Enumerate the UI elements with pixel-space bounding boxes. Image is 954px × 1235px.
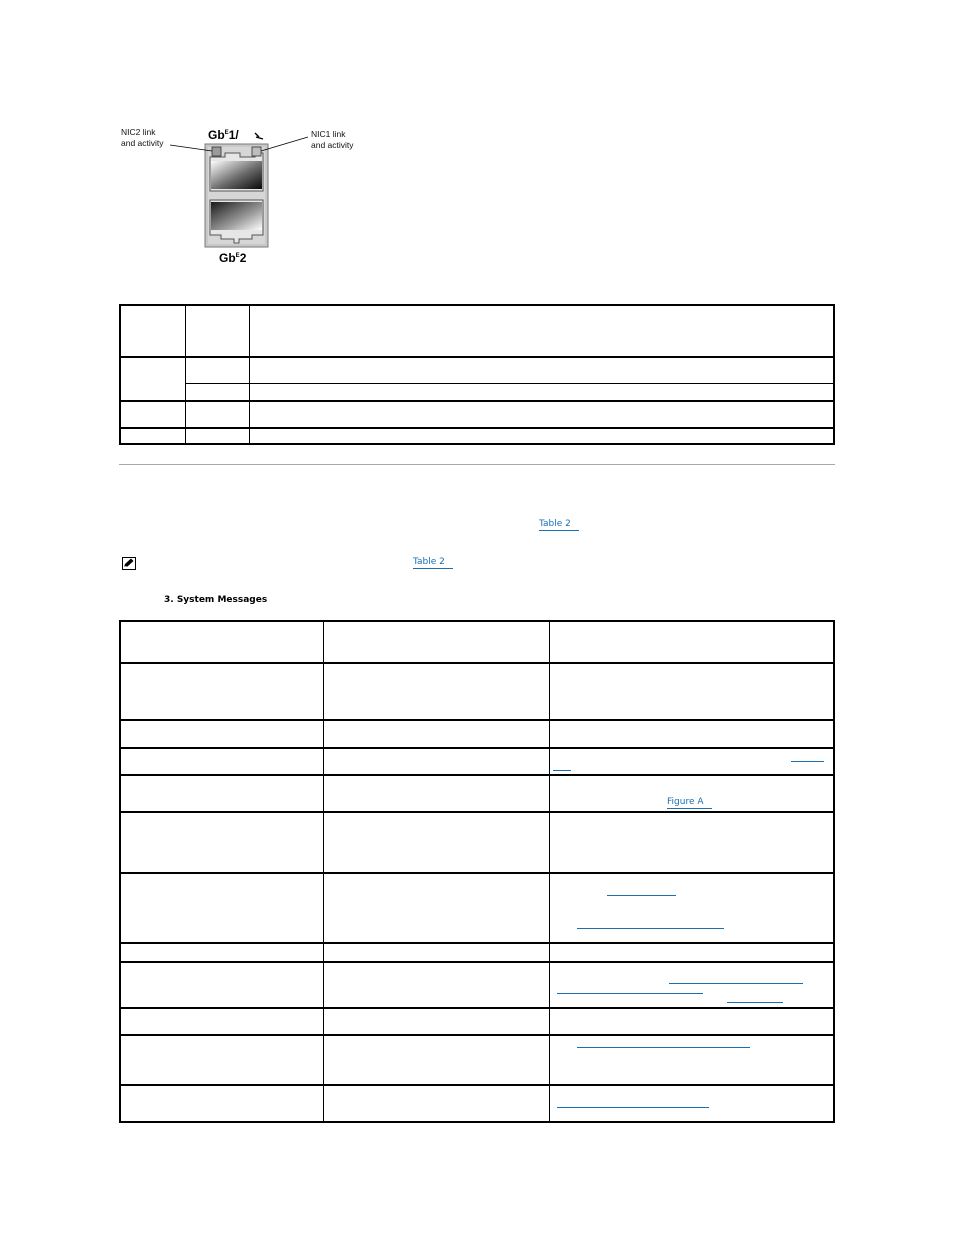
nic-figure (115, 125, 365, 270)
link-stub-row4a[interactable] (791, 761, 824, 762)
nic-indicator-table (119, 304, 835, 445)
right-callout-line2: and activity (311, 140, 354, 150)
left-callout-line1: NIC2 link (121, 127, 156, 137)
link-stub-row4b[interactable] (553, 770, 571, 771)
table3-caption: 3. System Messages (164, 595, 268, 605)
right-callout-line1: NIC1 link (311, 129, 346, 139)
bottom-port-label (219, 251, 246, 265)
link-stub-row11[interactable] (577, 1047, 750, 1048)
table2-link-2[interactable]: Table 2 (413, 557, 453, 569)
top-port-num: 1/ (228, 128, 239, 142)
section-divider (119, 464, 835, 465)
link-stub-row9b[interactable] (557, 993, 703, 994)
left-callout-line2: and activity (121, 138, 164, 148)
bottom-port-num: 2 (239, 251, 247, 265)
figure-a-link[interactable]: Figure A (667, 797, 712, 809)
wrench-icon (255, 133, 263, 139)
link-stub-row12[interactable] (557, 1107, 709, 1108)
link-stub-row9a[interactable] (669, 983, 803, 984)
top-port-label (208, 128, 239, 142)
bottom-port-sup: E (235, 253, 240, 259)
left-callout (121, 127, 164, 149)
top-port-prefix: Gb (208, 128, 225, 142)
bottom-port-prefix: Gb (219, 251, 236, 265)
link-stub-row7b[interactable] (577, 928, 724, 929)
table2-link-1[interactable]: Table 2 (539, 519, 579, 531)
link-stub-row9c[interactable] (727, 1002, 783, 1003)
link-stub-row7a[interactable] (607, 895, 676, 896)
top-port-sup: E (224, 130, 229, 136)
note-pencil-icon (122, 557, 136, 570)
right-callout (311, 129, 354, 151)
